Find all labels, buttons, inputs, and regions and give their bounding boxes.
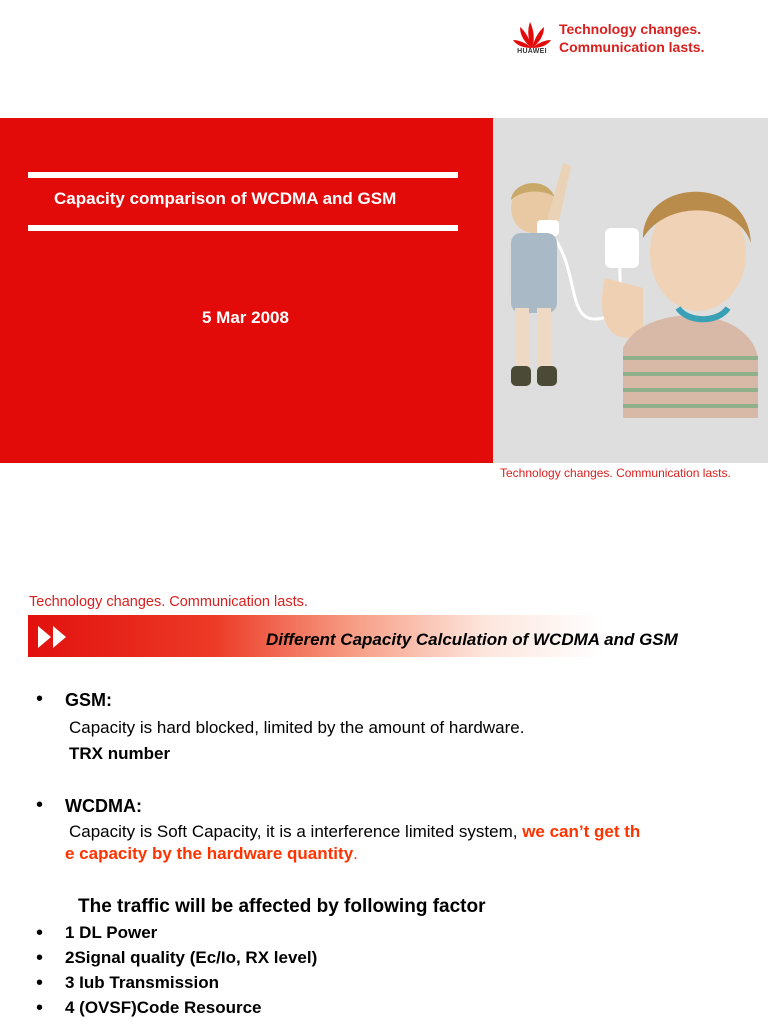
slide-date: 5 Mar 2008 <box>202 308 289 327</box>
slide-title: Capacity comparison of WCDMA and GSM <box>54 189 397 208</box>
slide2-title: Different Capacity Calculation of WCDMA and GSM <box>266 630 678 649</box>
factor-item: 1 DL Power <box>65 923 158 942</box>
wcdma-description-line2 <box>65 844 358 864</box>
wcdma-text: Capacity is Soft Capacity, it is a interference limited system, <box>69 822 523 841</box>
bullet-dot: • <box>36 997 44 1019</box>
wcdma-highlight: we can’t get th <box>522 822 641 841</box>
slide1-footer-tagline: Technology changes. Communication lasts. <box>500 466 731 480</box>
factor-item: 2Signal quality (Ec/Io, RX level) <box>65 948 318 967</box>
header-tagline-line2: Communication lasts. <box>559 39 705 55</box>
bullet-dot: • <box>36 922 44 944</box>
bullet-dot: • <box>36 947 44 969</box>
factor-item: 4 (OVSF)Code Resource <box>65 998 262 1017</box>
title-rule-bottom <box>28 225 458 231</box>
gsm-heading: GSM: <box>65 690 112 710</box>
children-photo <box>493 118 768 463</box>
title-rule-top <box>28 172 458 178</box>
bullet-dot: • <box>36 972 44 994</box>
gsm-trx: TRX number <box>69 744 171 763</box>
factor-heading: The traffic will be affected by following factor <box>78 896 486 917</box>
bullet-dot: • <box>36 688 44 710</box>
wcdma-heading: WCDMA: <box>65 796 142 816</box>
wcdma-description-line1 <box>69 822 640 842</box>
header-tagline-line1: Technology changes. <box>559 21 702 37</box>
title-panel <box>0 118 493 463</box>
gsm-description: Capacity is hard blocked, limited by the amount of hardware. <box>69 718 525 737</box>
wcdma-highlight-cont: e capacity by the hardware quantity <box>65 844 354 863</box>
factor-item: 3 Iub Transmission <box>65 973 219 992</box>
bullet-dot: • <box>36 794 44 816</box>
slide2-tagline: Technology changes. Communication lasts. <box>29 594 308 610</box>
double-arrow-icon <box>36 624 70 650</box>
brand-wordmark: HUAWEI <box>517 48 547 55</box>
wcdma-period: . <box>353 844 358 863</box>
